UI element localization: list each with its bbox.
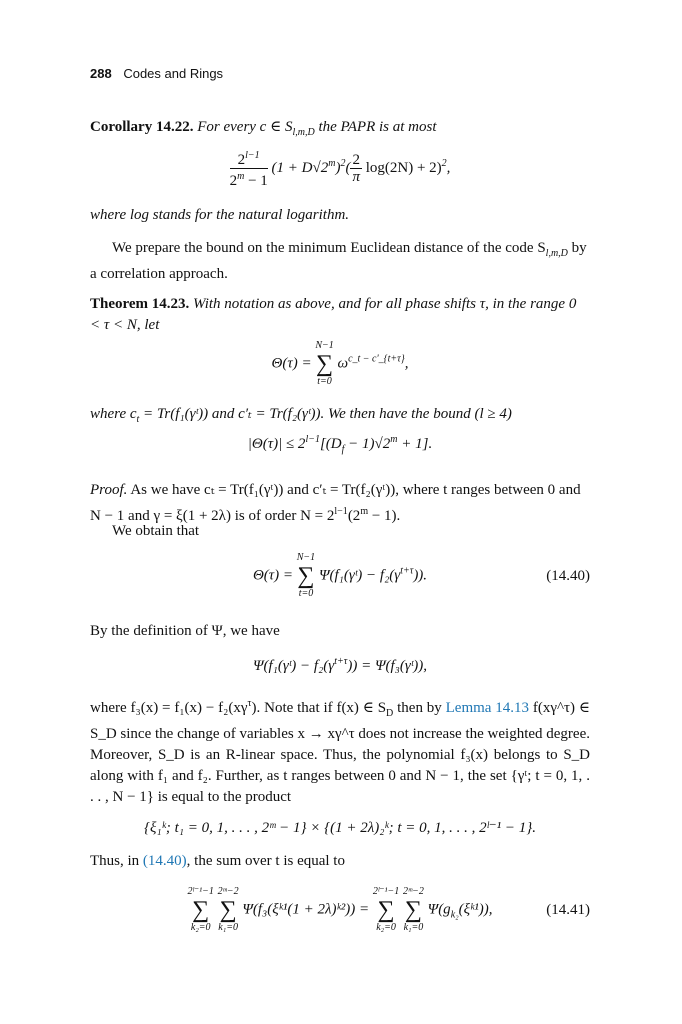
paragraph-correlation: We prepare the bound on the minimum Euclidean distance of the code $S_{l,m,D}$ by a correlation approach.	[90, 240, 587, 282]
running-header	[90, 66, 223, 81]
proof-paragraph: Proof. As we have cₜ = Tr(f₁(γᵗ)) and c′ₜ = Tr(f₂(γᵗ)), where t ranges between 0 and N − 1 and γ = ξ(1 + 2λ) is of order $N = 2^{l-1}(2^m - 1)$.	[90, 482, 581, 524]
corollary-formula: $\frac{2^{l-1}}{2^m - 1}$ $(1 + D√2^m)^2$( $\frac{2}{\pi}$ log(2N) + 2)$^2$,	[229, 150, 451, 189]
proof-obtain: We obtain that	[112, 523, 200, 539]
theorem-statement: Theorem 14.23. With notation as above, and for all phase shifts τ, in the range 0 < τ < N, let	[90, 296, 577, 333]
page-number: 288	[90, 66, 112, 81]
theta-definition: Θ(τ) = N−1 ∑ t=0 $\omega^{c\_t - c'\_\{t+\tau\}}$,	[271, 340, 409, 387]
proof-body-paragraph: where $f_3(x) = f_1(x) - f_2(x\gamma^\tau)$. Note that if f(x) ∈ $S_D$ then by Lemma 14.13 f(xγ^τ) ∈ S_D since the change of variables x → xγ^τ does not increase the weighted degree. Moreover, S_D is an R-linear space. Thus, the polynomial f₃(x) belongs to S_D along with f₁ and f₂. Further, as t ranges between 0 and N − 1, the set {γᵗ; t = 0, 1, . . . , N − 1} is equal to the product	[90, 698, 590, 805]
running-title: Codes and Rings	[123, 66, 224, 81]
psi-definition-intro: By the definition of Ψ, we have	[90, 623, 280, 639]
equation-number-14-40: (14.40)	[546, 568, 590, 584]
equation-14-40-link[interactable]: (14.40)	[142, 853, 187, 869]
corollary-label: Corollary 14.22.	[90, 119, 194, 135]
theorem-bound: $|\Theta(\tau)| \le 2^{l-1}[(D_f - 1)√2^m + 1]$.	[247, 434, 433, 455]
corollary-statement: Corollary 14.22. For every c ∈ $S_{l,m,D}$ the PAPR is at most	[90, 119, 437, 138]
theorem-label: Theorem 14.23.	[90, 296, 190, 312]
psi-equation: Ψ(f₁(γᵗ) − $f_2(\gamma^{t+\tau})$) = Ψ(f₃(γᵗ)),	[252, 656, 428, 674]
thus-sentence: Thus, in (14.40), the sum over t is equal to	[90, 853, 345, 869]
theorem-where: where $c_t$ = Tr(f₁(γᵗ)) and c′ₜ = Tr(f₂(γᵗ)). We then have the bound (l ≥ 4)	[90, 406, 512, 425]
equation-number-14-41: (14.41)	[546, 902, 590, 918]
equation-14-40: Θ(τ) = N−1 ∑ t=0 Ψ(f₁(γᵗ) − $f_2(\gamma^{t+\tau})$).	[252, 552, 428, 599]
equation-14-41: 2ˡ⁻¹−1 ∑ k₂=0 2ᵐ−2 ∑ k₁=0 Ψ(f₃(ξᵏ¹(1 + 2λ)ᵏ²)) = 2ˡ⁻¹−1 ∑ k₂=0 2ᵐ−2 ∑ k₁=0 $\Psi(g_{k_2}(\xi ᵏ^1))$,	[187, 886, 493, 933]
corollary-note: where log stands for the natural logarithm.	[90, 207, 350, 223]
lemma-14-13-link[interactable]: Lemma 14.13	[445, 700, 530, 716]
set-product-equation: {ξ₁ᵏ; t₁ = 0, 1, . . . , 2ᵐ − 1} × {(1 + 2λ)₂ᵏ; t = 0, 1, . . . , 2ˡ⁻¹ − 1}.	[143, 820, 536, 836]
